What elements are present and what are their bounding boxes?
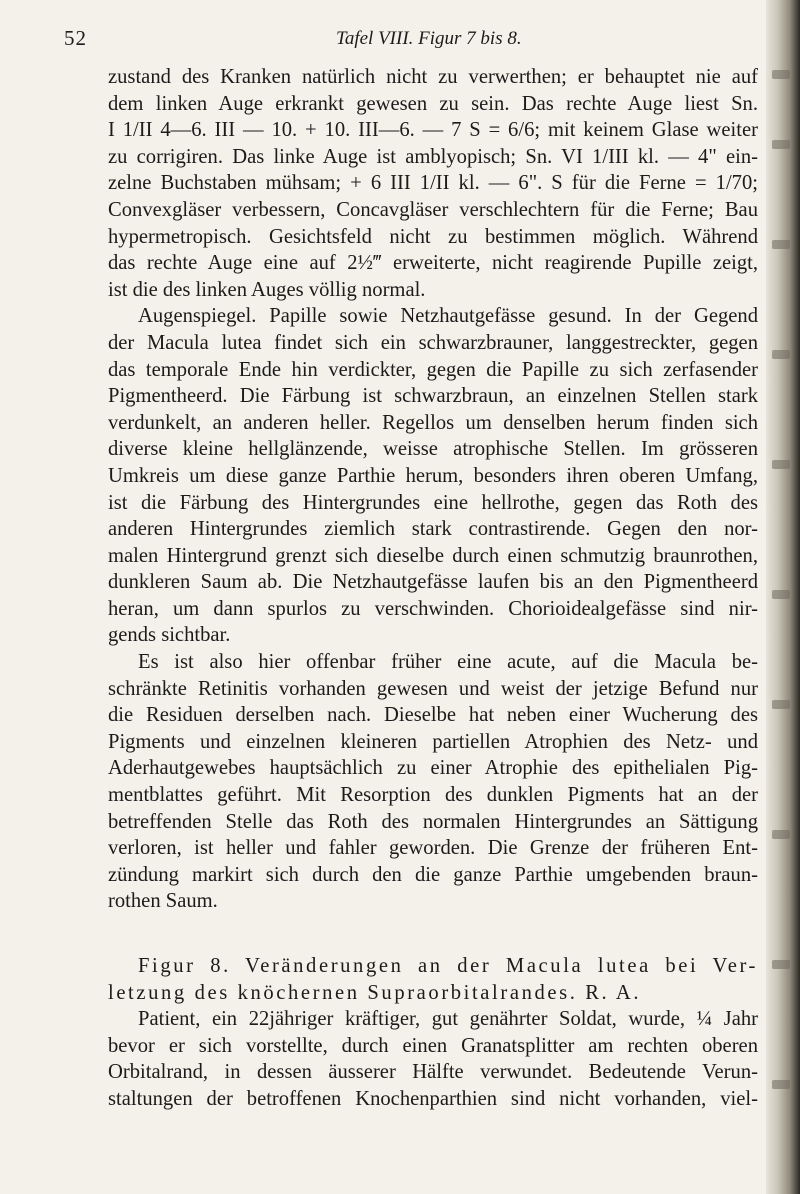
edge-mark [772,1080,790,1089]
text-line: dunkleren Saum ab. Die Netzhautgefässe laufen bis an den Pigmentheerd [108,571,758,594]
text-line: schränkte Retinitis vorhanden gewesen und weist der jetzige Befund nur [108,677,758,700]
text-line: ist die des linken Auges völlig normal. [108,278,426,301]
text-line: gends sichtbar. [108,624,231,647]
text-line: verdunkelt, an anderen heller. Regellos um denselben herum finden sich [108,411,758,434]
text-line: Augenspiegel. Papille sowie Netzhautgefässe gesund. In der Gegend [138,305,758,328]
paragraph-3 [108,649,758,915]
paragraph-2 [108,303,758,649]
edge-mark [772,590,790,599]
text-line: malen Hintergrund grenzt sich dieselbe durch einen schmutzig braunrothen, [108,544,758,567]
paragraph-4 [108,1006,758,1112]
text-line: diverse kleine hellglänzende, weisse atrophische Stellen. Im grösseren [108,438,758,461]
text-line: zustand des Kranken natürlich nicht zu verwerthen; er behauptet nie auf [108,66,758,88]
text-line: heran, um dann spurlos zu verschwinden. Chorioidealgefässe sind nir- [108,597,758,620]
text-line: Pigments und einzelnen kleineren partiellen Atrophien des Netz- und [108,730,758,753]
text-line: I 1/II 4—6. III — 10. + 10. III—6. — 7 S = 6/6; mit keinem Glase weiter [108,119,758,142]
caption-line: letzung des knöchernen Supraorbitalrandes. R. A. [108,981,642,1004]
text-line: bevor er sich vorstellte, durch einen Granatsplitter am rechten oberen [108,1034,758,1057]
text-line: der Macula lutea findet sich ein schwarzbrauner, langgestreckter, gegen [108,331,758,354]
edge-mark [772,700,790,709]
edge-mark [772,830,790,839]
edge-mark [772,70,790,79]
text-line: zündung markirt sich durch den die ganze Parthie umgebenden braun- [108,863,758,886]
text-line: zu corrigiren. Das linke Auge ist amblyopisch; Sn. VI 1/III kl. — 4" ein- [108,145,758,168]
text-line: staltungen der betroffenen Knochenparthien sind nicht vorhanden, viel- [108,1087,758,1110]
edge-mark [772,460,790,469]
text-line: anderen Hintergrundes ziemlich stark contrastirende. Gegen den nor- [108,518,758,541]
text-line: hypermetropisch. Gesichtsfeld nicht zu bestimmen möglich. Während [108,225,758,248]
text-line: Patient, ein 22jähriger kräftiger, gut genährter Soldat, wurde, ¼ Jahr [138,1008,758,1031]
caption-line: Figur 8. Veränderungen an der Macula lutea bei Ver- [138,955,758,977]
text-line: Convexgläser verbessern, Concavgläser verschlechtern für die Ferne; Bau [108,198,758,221]
text-line: mentblattes geführt. Mit Resorption des dunklen Pigments hat an der [108,784,758,807]
text-line: das temporale Ende hin verdickter, gegen die Papille zu sich zerfasender [108,358,758,381]
running-head: Tafel VIII. Figur 7 bis 8. [336,28,522,49]
text-line: dem linken Auge erkrankt gewesen zu sein. Das rechte Auge liest Sn. [108,92,758,115]
text-line: Es ist also hier offenbar früher eine acute, auf die Macula be- [138,651,758,674]
text-line: Umkreis um diese ganze Parthie herum, besonders ihren oberen Umfang, [108,464,758,487]
section-gap [108,915,758,953]
text-line: die Residuen derselben nach. Dieselbe hat neben einer Wucherung des [108,704,758,727]
body-text [108,64,758,1113]
edge-mark [772,350,790,359]
text-line: rothen Saum. [108,890,218,913]
text-line: das rechte Auge eine auf 2½‴ erweiterte, nicht reagirende Pupille zeigt, [108,252,758,275]
figure-caption [108,953,758,1006]
edge-mark [772,140,790,149]
text-line: Orbitalrand, in dessen äusserer Hälfte verwundet. Bedeutende Verun- [108,1061,758,1084]
text-line: Aderhautgewebes hauptsächlich zu einer Atrophie des epithelialen Pig- [108,757,758,780]
text-line: Pigmentheerd. Die Färbung ist schwarzbraun, an einzelnen Stellen stark [108,385,758,408]
text-line: betreffenden Stelle das Roth des normalen Hintergrundes an Sättigung [108,810,758,833]
edge-mark [772,240,790,249]
text-line: zelne Buchstaben mühsam; + 6 III 1/II kl. — 6". S für die Ferne = 1/70; [108,172,758,195]
edge-mark [772,960,790,969]
paragraph-1 [108,64,758,303]
page-number: 52 [64,26,87,50]
text-line: ist die Färbung des Hintergrundes eine hellrothe, gegen das Roth des [108,491,758,514]
text-line: verloren, ist heller und fahler geworden. Die Grenze der früheren Ent- [108,837,758,860]
